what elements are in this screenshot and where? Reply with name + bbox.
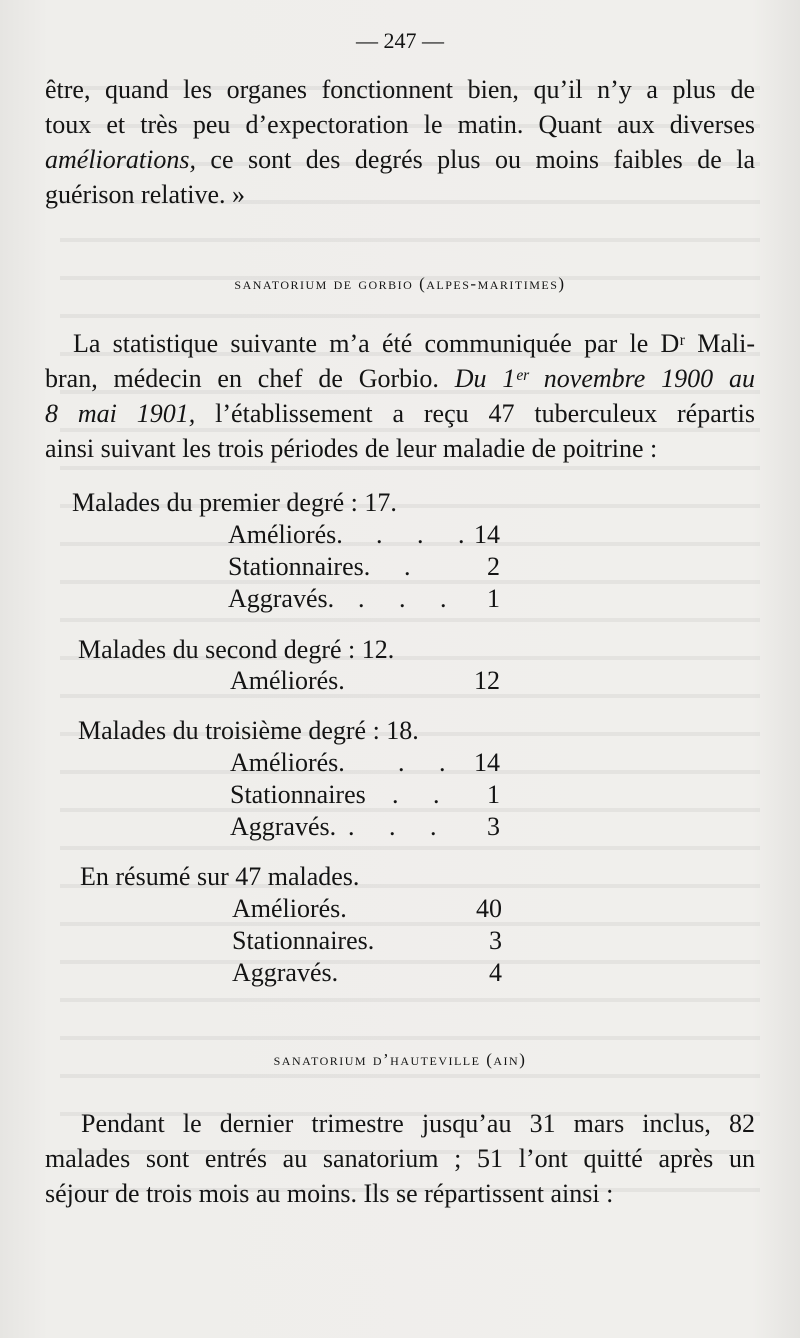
stat-value: 1 <box>487 780 500 809</box>
stat-value: 2 <box>487 552 500 581</box>
gorbio-line-3 <box>45 396 755 431</box>
intro-italic-word: améliorations, <box>45 145 196 174</box>
stat-value: 12 <box>474 666 500 695</box>
section-heading-hauteville: sanatorium d’hauteville (ain) <box>273 1050 527 1069</box>
intro-line-3-rest: ce sont des degrés plus ou moins faibles de la <box>195 145 755 174</box>
gorbio-line-2-italic: Du 1ᵉʳ novembre 1900 au <box>454 364 756 393</box>
leader-dots: . . <box>392 780 454 809</box>
stat-value: 1 <box>487 584 500 613</box>
stat-label: Améliorés. <box>232 894 347 923</box>
leader-dots: . . <box>398 748 460 777</box>
stat-label: Améliorés. <box>230 748 345 777</box>
stat-value: 14 <box>474 748 500 777</box>
stat-value: 3 <box>489 926 502 955</box>
hauteville-paragraph <box>45 1106 755 1211</box>
group-title-first-degree: Malades du premier degré : 17. <box>72 488 397 517</box>
gorbio-line-4: ainsi suivant les trois périodes de leur maladie de poitrine : <box>45 434 658 463</box>
page-number: — 247 — <box>356 28 444 53</box>
stat-label: Aggravés. <box>232 958 339 987</box>
intro-paragraph <box>45 72 755 212</box>
section-heading-gorbio: sanatorium de gorbio (alpes-maritimes) <box>234 274 566 293</box>
stat-label: Stationnaires. <box>232 926 375 955</box>
leader-dots: . . . <box>348 812 451 841</box>
gorbio-line-2-text: bran, médecin en chef de Gorbio. <box>45 364 455 393</box>
gorbio-line-1: La statistique suivante m’a été communiquée par le Dʳ Mali- <box>73 329 755 358</box>
gorbio-line-3-italic: 8 mai 1901, <box>45 399 196 428</box>
group-title-third-degree: Malades du troisième degré : 18. <box>78 716 419 745</box>
stat-label: Stationnaires. <box>228 552 371 581</box>
hauteville-line-3: séjour de trois mois au moins. Ils se répartissent ainsi : <box>45 1179 614 1208</box>
leader-dots: . . . <box>376 520 479 549</box>
intro-line-3 <box>45 142 755 177</box>
gorbio-paragraph <box>45 326 755 466</box>
hauteville-line-2: malades sont entrés au sanatorium ; 51 l’ont quitté après un <box>45 1144 755 1173</box>
leader-dots: . . . <box>358 584 461 613</box>
stat-label: Améliorés. <box>230 666 345 695</box>
gorbio-line-2 <box>45 361 755 396</box>
stat-label: Stationnaires <box>230 780 366 809</box>
stat-label: Aggravés. <box>228 584 335 613</box>
leader-dots: . <box>404 552 425 581</box>
stat-value: 3 <box>487 812 500 841</box>
group-title-second-degree: Malades du second degré : 12. <box>78 635 395 664</box>
intro-line-1: être, quand les organes fonctionnent bien, qu’il n’y a plus de <box>45 75 755 104</box>
gorbio-line-3-rest: l’établissement a reçu 47 tuberculeux répartis <box>195 399 755 428</box>
stat-label: Améliorés. <box>228 520 343 549</box>
stat-value: 40 <box>476 894 502 923</box>
stat-value: 14 <box>474 520 500 549</box>
stat-label: Aggravés. <box>230 812 337 841</box>
intro-line-2: toux et très peu d’expectoration le matin. Quant aux diverses <box>45 110 755 139</box>
hauteville-line-1: Pendant le dernier trimestre jusqu’au 31 mars inclus, 82 <box>81 1109 755 1138</box>
intro-line-4: guérison relative. » <box>45 180 245 209</box>
group-title-summary: En résumé sur 47 malades. <box>80 862 360 891</box>
stat-value: 4 <box>489 958 502 987</box>
